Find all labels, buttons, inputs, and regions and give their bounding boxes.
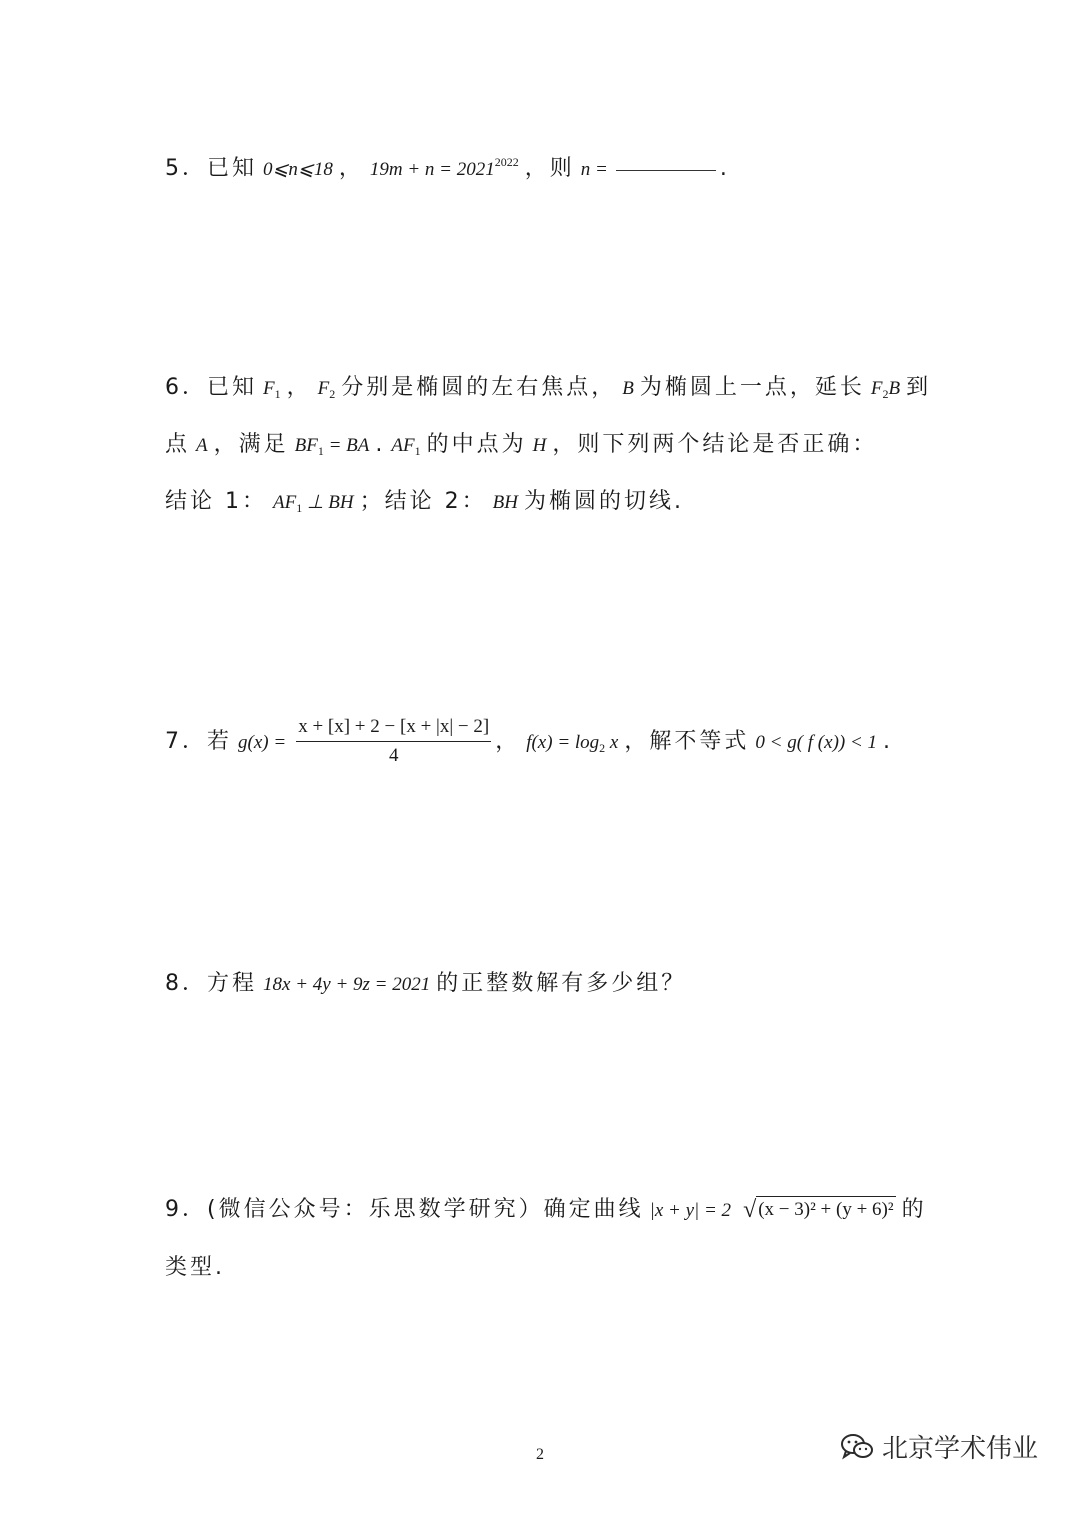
problem-8-number: 8． (165, 971, 207, 996)
watermark-text: 北京学术伟业 (882, 1434, 1039, 1464)
page-number: 2 (536, 1446, 544, 1463)
fraction-denominator: 4 (388, 745, 399, 766)
problem-9-line-2: 类型. (165, 1255, 225, 1280)
problem-5-range: 0⩽n⩽18 (263, 159, 333, 180)
problem-5-equation: $19m + n = 2021^{2022}$ (369, 155, 519, 180)
problem-6-number: 6． (165, 375, 207, 400)
problem-5: 5．已知 0⩽n⩽18 ， $19m + n = 2021^{2022}$ ，则 n = . (165, 155, 730, 181)
problem-9-number: 9． (165, 1197, 207, 1222)
problem-6-line-3: 结论 1： $AF_1$ ⊥ BH ；结论 2： BH 为椭圆的切线. (165, 489, 684, 515)
fraction-numerator: x + [x] + 2 − [x + |x| − 2] (296, 715, 491, 742)
fraction (296, 715, 491, 768)
problem-5-answer-label: n = (580, 159, 608, 180)
problem-6-line-1: 6．已知 $F_1$ ， $F_2$ 分别是椭圆的左右焦点， B 为椭圆上一点，延长 $F_2B$ 到 (165, 375, 932, 401)
wechat-icon (840, 1432, 874, 1462)
problem-7-number: 7． (165, 729, 207, 754)
problem-6-line-2: 点 A ，满足 $BF_1$ = BA . $AF_1$ 的中点为 H ，则下列两个结论是否正确： (165, 432, 878, 458)
watermark (840, 1428, 1038, 1465)
problem-5-text: 已知 (207, 156, 258, 181)
problem-9-line-1: 9．(微信公众号：乐思数学研究）确定曲线 |x + y| = 2 √ (x − 3)² + (y + 6)² 的 (165, 1196, 927, 1223)
problem-7: 7．若 g(x) = $\frac{x + [x] + 2 - [x + |x| - 2]}{4}$ ， $f(x) = \log_2 x$ ，解不等式 0 < g( f (x)) < 1 . (165, 716, 894, 766)
answer-blank (616, 170, 716, 171)
square-root: √ (x − 3)² + (y + 6)² (743, 1196, 894, 1223)
problem-8: 8．方程 18x + 4y + 9z = 2021 的正整数解有多少组？ (165, 971, 687, 996)
problem-5-number: 5． (165, 156, 207, 181)
